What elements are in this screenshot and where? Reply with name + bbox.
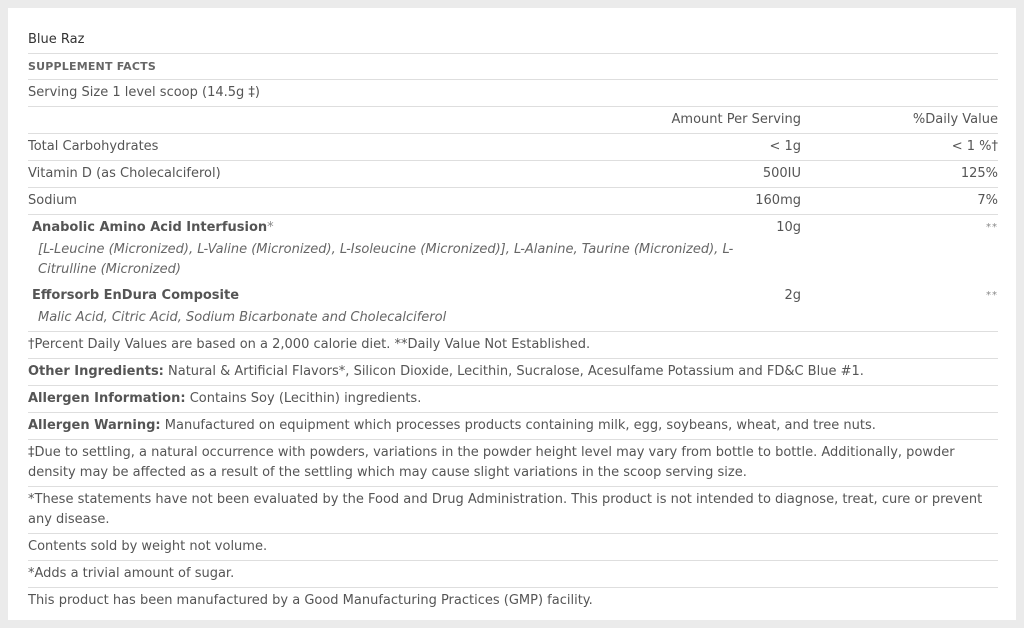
blend-name: Anabolic Amino Acid Interfusion <box>32 220 268 235</box>
nutrient-daily-value: 125% <box>960 166 998 181</box>
nutrient-name: Sodium <box>28 193 77 208</box>
allergen-warning-label: Allergen Warning: <box>28 418 161 433</box>
table-header <box>28 107 998 134</box>
blend-amount: 2g <box>784 288 801 303</box>
serving-size: Serving Size 1 level scoop (14.5g ‡) <box>28 80 998 107</box>
other-ingredients-label: Other Ingredients: <box>28 364 164 379</box>
supplement-facts-content <box>28 28 998 614</box>
other-ingredients-text: Natural & Artificial Flavors*, Silicon Dioxide, Lecithin, Sucralose, Acesulfame Potassium and FD&C Blue #1. <box>163 364 864 379</box>
weight-note: Contents sold by weight not volume. <box>28 534 998 561</box>
supplement-facts-panel <box>8 8 1016 620</box>
allergen-information-text: Contains Soy (Lecithin) ingredients. <box>185 391 422 406</box>
daily-value-note: †Percent Daily Values are based on a 2,000 calorie diet. **Daily Value Not Established. <box>28 332 998 359</box>
blend-ingredients: Malic Acid, Citric Acid, Sodium Bicarbonate and Cholecalciferol <box>38 310 447 325</box>
allergen-information <box>28 386 998 413</box>
nutrient-name: Total Carbohydrates <box>28 139 159 154</box>
blend-row <box>28 283 998 306</box>
blend-name-cell <box>32 286 601 306</box>
facts-title: SUPPLEMENT FACTS <box>28 54 998 80</box>
blend-daily-value: ** <box>986 290 998 301</box>
blend-marker: * <box>267 220 274 235</box>
blend-amount: 10g <box>776 220 801 235</box>
fda-disclaimer: *These statements have not been evaluated by the Food and Drug Administration. This product is not intended to diagnose, treat, cure or prevent any disease. <box>28 487 998 534</box>
settling-note: ‡Due to settling, a natural occurrence with powders, variations in the powder height level may vary from bottle to bottle. Additionally, powder density may be affected as a result of the settling which may cause slight variations in the scoop serving size. <box>28 440 998 487</box>
header-spacer <box>28 110 601 130</box>
nutrient-amount: < 1g <box>769 139 801 154</box>
nutrient-amount: 160mg <box>755 193 801 208</box>
blend-ingredients: [L-Leucine (Micronized), L-Valine (Micronized), L-Isoleucine (Micronized)], L-Alanine, Taurine (Micronized), L-Citrulline (Micronized) <box>38 242 734 277</box>
allergen-warning <box>28 413 998 440</box>
gmp-note: This product has been manufactured by a Good Manufacturing Practices (GMP) facility. <box>28 593 593 608</box>
allergen-information-label: Allergen Information: <box>28 391 186 406</box>
sugar-note: *Adds a trivial amount of sugar. <box>28 561 998 588</box>
nutrient-name: Vitamin D (as Cholecalciferol) <box>28 166 221 181</box>
nutrient-row <box>28 161 998 188</box>
blend-daily-value: ** <box>986 222 998 233</box>
header-amount: Amount Per Serving <box>671 112 801 127</box>
flavor-name: Blue Raz <box>28 28 998 54</box>
proprietary-blends <box>28 215 998 332</box>
nutrient-amount: 500IU <box>762 166 801 181</box>
header-daily-value: %Daily Value <box>912 112 998 127</box>
nutrient-daily-value: < 1 %† <box>951 139 998 154</box>
other-ingredients <box>28 359 998 386</box>
allergen-warning-text: Manufactured on equipment which processes products containing milk, egg, soybeans, wheat, and tree nuts. <box>160 418 876 433</box>
blend-row <box>28 215 998 238</box>
nutrient-daily-value: 7% <box>977 193 998 208</box>
blend-name: Efforsorb EnDura Composite <box>32 288 240 303</box>
nutrient-row <box>28 188 998 215</box>
nutrient-row <box>28 134 998 161</box>
blend-name-cell <box>32 218 601 238</box>
